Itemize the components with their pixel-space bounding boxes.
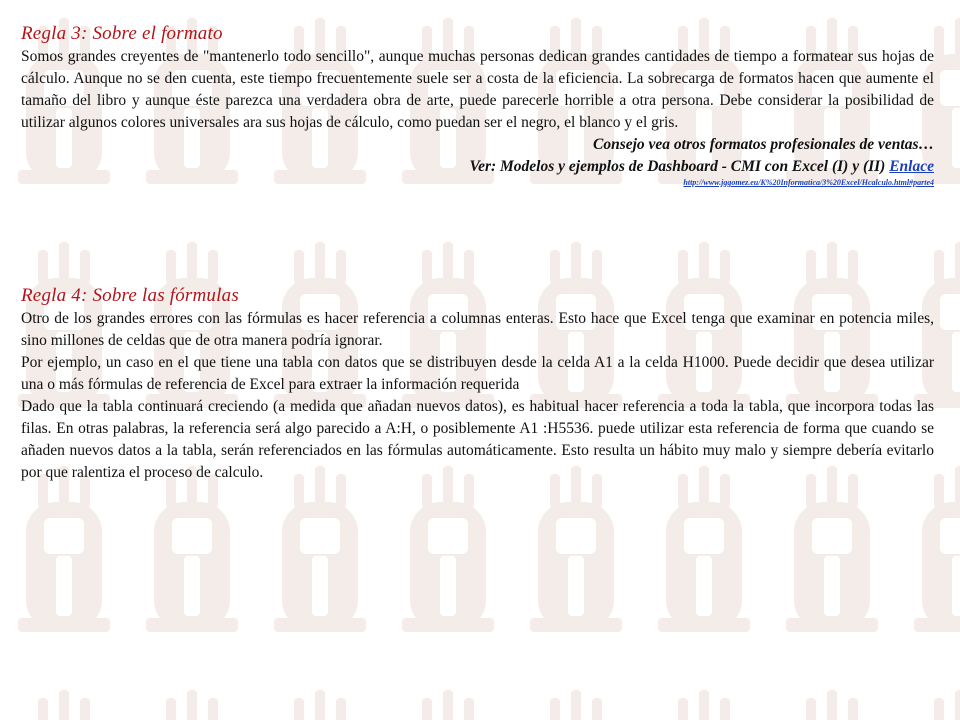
reference-url-link[interactable]: http://www.jggomez.eu/K%20Informatica/3%20Excel/Hcalculo.html#parte4 [683, 178, 934, 187]
rule-4-title: Regla 4: Sobre las fórmulas [21, 285, 239, 306]
rule-3-section [21, 22, 934, 188]
rule-3-body: Somos grandes creyentes de "mantenerlo todo sencillo", aunque muchas personas dedican grandes cantidades de tiempo a formatear sus hojas de cálculo. Aunque no se den cuenta, este tiempo frecuentemente suele ser a costa de la eficiencia. La sobrecarga de formatos hacen que aumente el tamaño del libro y aunque éste parezca una verdadera obra de arte, puede parecerle horrible a otra persona. Debe considerar la posibilidad de utilizar algunos colores universales ara sus hojas de cálculo, como puedan ser el negro, el blanco y el gris. [21, 48, 934, 131]
enlace-link[interactable]: Enlace [889, 158, 934, 175]
rule-4-paragraph: Por ejemplo, un caso en el que tiene una tabla con datos que se distribuyen desde la celda A1 a la celda H1000. Puede decidir que desea utilizar una o más fórmulas de referencia de Excel para extraer la información requerida [21, 354, 934, 393]
see-line-text: Ver: Modelos y ejemplos de Dashboard - CMI con Excel (I) y (II) [469, 158, 886, 175]
reference-url [21, 178, 934, 188]
tip-line: Consejo vea otros formatos profesionales de ventas… [593, 136, 934, 153]
rule-3-title: Regla 3: Sobre el formato [21, 23, 223, 44]
rule-4-paragraph: Otro de los grandes errores con las fórmulas es hacer referencia a columnas enteras. Esto hace que Excel tenga que examinar en potencia miles, sino millones de celdas que de otra manera podría ignorar. [21, 310, 934, 349]
slide-content [21, 22, 934, 484]
rule-4-paragraph: Dado que la tabla continuará creciendo (a medida que añadan nuevos datos), es habitual hacer referencia a toda la tabla, que incorpora todas las filas. En otras palabras, la referencia será algo parecido a A:H, o posiblemente A1 :H5536. puede utilizar esta referencia de forma que cuando se añaden nuevos datos a la tabla, serán referenciados en las fórmulas automáticamente. Esto resulta un hábito muy malo y siempre debería evitarlo por que ralentiza el proceso de calculo. [21, 398, 934, 481]
see-line [21, 156, 934, 178]
rule-4-section [21, 284, 934, 484]
